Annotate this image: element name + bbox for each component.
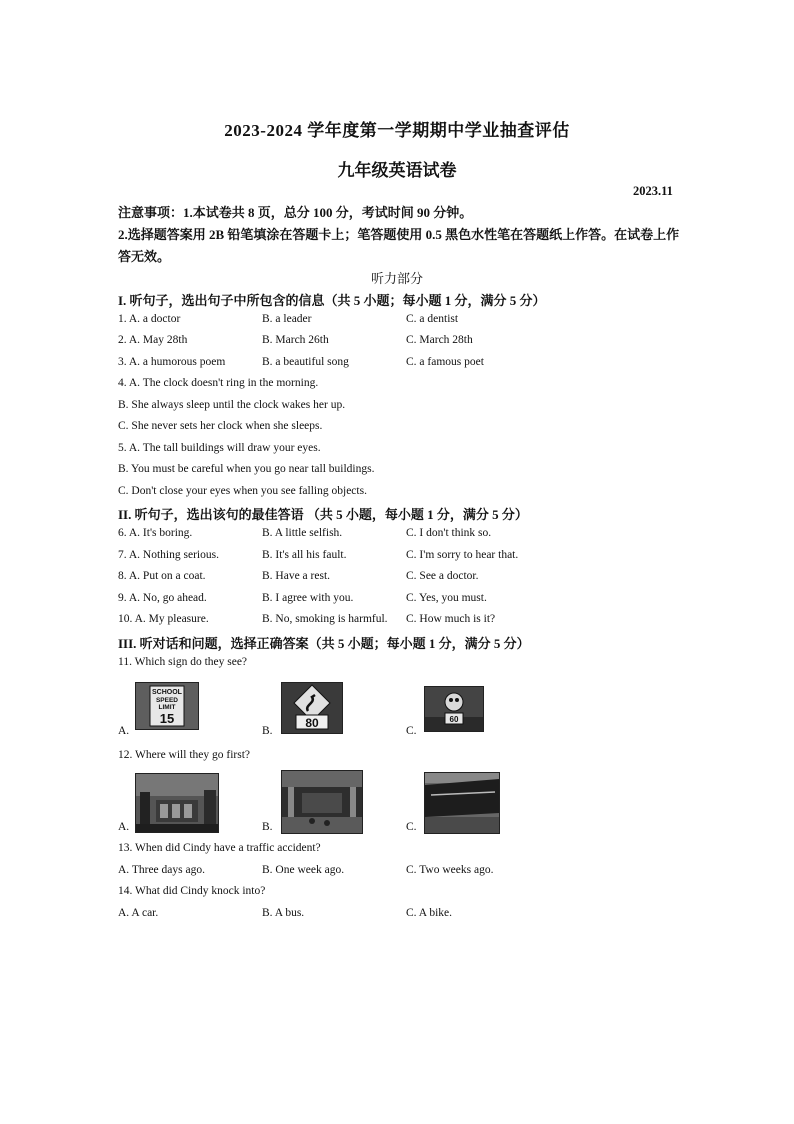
notice-line-2: 2.选择题答案用 2B 铅笔填涂在答题卡上；笔答题使用 0.5 黑色水性笔在答题纸上作答。在试卷上作答无效。: [118, 227, 680, 264]
q4-option-c: C. She never sets her clock when she sleeps.: [118, 420, 323, 432]
q1-option-c: C. a dentist: [406, 313, 459, 325]
q8-option-c: C. See a doctor.: [406, 570, 479, 582]
section-title: 听力部分: [370, 271, 423, 286]
q6-option-c: C. I don't think so.: [406, 527, 492, 539]
q7-option-c: C. I'm sorry to hear that.: [406, 549, 519, 561]
q10-option-c: C. How much is it?: [406, 613, 496, 625]
q12-label-c: C.: [406, 821, 417, 833]
q6-option-b: B. A little selfish.: [262, 527, 343, 539]
q5-option-a: 5. A. The tall buildings will draw your eyes.: [118, 442, 321, 454]
exam-date: 2023.11: [633, 184, 673, 198]
q12-label-b: B.: [262, 821, 273, 833]
q12-image-hall-interior: [281, 770, 363, 834]
q11-label-a: A.: [118, 725, 130, 737]
q8-option-a: 8. A. Put on a coat.: [118, 570, 206, 582]
q11-image-crossing-sign: [424, 686, 484, 732]
q3-option-c: C. a famous poet: [406, 356, 484, 368]
q14-option-c: C. A bike.: [406, 907, 453, 919]
q11-label-c: C.: [406, 725, 417, 737]
q13-option-b: B. One week ago.: [262, 864, 345, 876]
notice-line-1: 注意事项：1.本试卷共 8 页，总分 100 分，考试时间 90 分钟。: [118, 205, 473, 220]
q3-option-b: B. a beautiful song: [262, 356, 349, 368]
q1-option-b: B. a leader: [262, 313, 312, 325]
q12-image-building-exterior: [424, 772, 500, 834]
sign-school-text: SCHOOL: [152, 689, 182, 696]
crossing-sign-number: 60: [449, 715, 459, 724]
q11-image-curve-road-sign: [281, 682, 343, 734]
sign-speed-text: SPEED: [155, 697, 179, 704]
part1-heading: I. 听句子，选出句子中所包含的信息（共 5 小题；每小题 1 分，满分 5 分）: [118, 293, 546, 308]
part3-heading: III. 听对话和问题，选择正确答案（共 5 小题；每小题 1 分，满分 5 分）: [118, 636, 530, 651]
q14-question: 14. What did Cindy knock into?: [118, 885, 266, 897]
q5-option-c: C. Don't close your eyes when you see falling objects.: [118, 485, 367, 497]
q4-option-b: B. She always sleep until the clock wakes her up.: [118, 399, 346, 411]
q12-question: 12. Where will they go first?: [118, 749, 251, 761]
q9-option-b: B. I agree with you.: [262, 592, 354, 604]
q1-option-a: 1. A. a doctor: [118, 313, 181, 325]
q2-option-a: 2. A. May 28th: [118, 334, 188, 346]
q13-question: 13. When did Cindy have a traffic accident?: [118, 842, 321, 854]
part2-heading: II. 听句子，选出该句的最佳答语 （共 5 小题，每小题 1 分，满分 5 分）: [118, 507, 528, 522]
q10-option-b: B. No, smoking is harmful.: [262, 613, 388, 625]
q14-option-a: A. A car.: [118, 907, 159, 919]
q2-option-c: C. March 28th: [406, 334, 473, 346]
q7-option-b: B. It's all his fault.: [262, 549, 347, 561]
q6-option-a: 6. A. It's boring.: [118, 527, 193, 539]
q4-option-a: 4. A. The clock doesn't ring in the morning.: [118, 377, 319, 389]
q11-image-speed-limit-sign: [135, 682, 199, 730]
q2-option-b: B. March 26th: [262, 334, 329, 346]
q12-label-a: A.: [118, 821, 130, 833]
q13-option-a: A. Three days ago.: [118, 864, 205, 876]
q12-image-street-scene: [135, 773, 219, 833]
exam-subtitle: 九年级英语试卷: [337, 161, 457, 180]
q14-option-b: B. A bus.: [262, 907, 305, 919]
sign-speed-number: 15: [159, 711, 175, 726]
q7-option-a: 7. A. Nothing serious.: [118, 549, 219, 561]
sign-limit-text: LIMIT: [158, 704, 176, 711]
q8-option-b: B. Have a rest.: [262, 570, 331, 582]
exam-title: 2023-2024 学年度第一学期期中学业抽查评估: [224, 121, 570, 140]
q11-question: 11. Which sign do they see?: [118, 656, 248, 668]
q3-option-a: 3. A. a humorous poem: [118, 356, 226, 368]
q9-option-c: C. Yes, you must.: [406, 592, 487, 604]
q11-label-b: B.: [262, 725, 273, 737]
curve-sign-number: 80: [305, 716, 319, 730]
q10-option-a: 10. A. My pleasure.: [118, 613, 209, 625]
q13-option-c: C. Two weeks ago.: [406, 864, 494, 876]
q5-option-b: B. You must be careful when you go near tall buildings.: [118, 463, 375, 475]
q9-option-a: 9. A. No, go ahead.: [118, 592, 207, 604]
